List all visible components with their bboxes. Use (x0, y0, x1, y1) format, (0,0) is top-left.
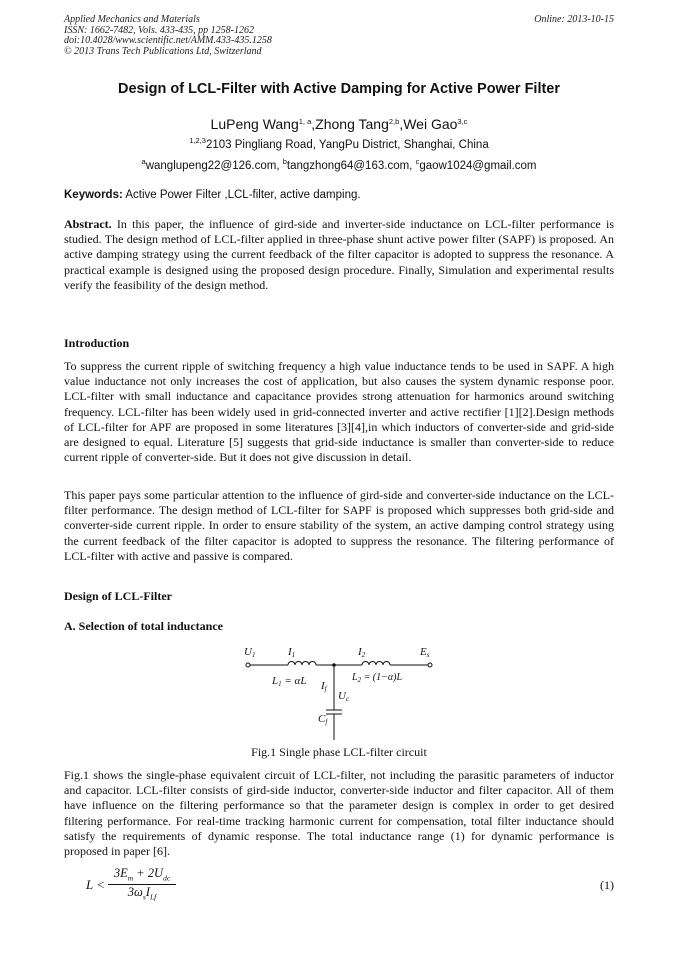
den-b-sub: Lf (149, 892, 157, 901)
email-link[interactable]: wanglupeng22@126.com (145, 160, 277, 172)
equation-denominator (108, 885, 176, 902)
keywords-label: Keywords: (64, 189, 123, 201)
equation-1 (86, 866, 616, 906)
introduction-para-1: To suppress the current ripple of switching frequency a high value inductance tends to be used in SAPF. A high value inductance not only increases the cost of application, but also causes the system dynamic response poor. LCL-filter with small inductance and capacitance provides strong attenuation for harmonics around switching frequency. LCL-filter has been widely used in grid-connected inverter and active rectifier [1][2].Design methods of LCL-filter for APF are proposed in some literatures [3][4],in which inductors of converter-side and grid-side are designed to equal. Literature [5] suggests that grid-side inductance is smaller than converter-side to reduce current ripple of converter-side. But it does not give discussion in detail. (64, 359, 614, 465)
author-sup: 2,b (388, 117, 400, 126)
label-l1-eq: = αL (281, 675, 307, 687)
input-node (246, 663, 250, 667)
equation-number: (1) (600, 878, 614, 892)
inductor-l2 (362, 662, 390, 666)
author-list: LuPeng Wang$^{1, a}$,Zhong Tang$^{2,b}$,Wei Gao$^{3,c}$ (210, 116, 468, 132)
email-sup: a (141, 157, 146, 166)
den-a-sub: s (142, 892, 146, 901)
keywords-text: Active Power Filter ,LCL-filter, active damping. (125, 189, 361, 201)
design-subheading: A. Selection of total inductance (64, 619, 223, 633)
svg-text:Uc (338, 690, 350, 703)
den-b: I (145, 884, 150, 899)
label-if: I (321, 680, 325, 692)
output-node (428, 663, 432, 667)
svg-text:Cf (318, 713, 328, 726)
copyright-line: © 2013 Trans Tech Publications Ltd, Switzerland (64, 45, 262, 57)
abstract (64, 217, 614, 293)
label-i1: I (288, 646, 292, 658)
label-l2: L (352, 672, 358, 683)
equation-fraction (108, 866, 176, 901)
svg-text:U1 (244, 646, 255, 659)
svg-text:L1 = αL (271, 675, 306, 688)
introduction-para-2: This paper pays some particular attention to the influence of gird-side and converter-side inductance on the LCL-filter performance. The design method of LCL-filter for SAPF is proposed which suppresses both grid-side and converter-side current ripple. In order to ensure stability of the system, an active damping control strategy using the current feedback of the filter capacitor is adopted to suppress the resonance. The filtering performance of LCL-filter with active and passive is compared. (64, 488, 614, 563)
abstract-text: In this paper, the influence of gird-side and inverter-side inductance on LCL-filter performance is studied. The design method of LCL-filter applied in three-phase shunt active power filter (SAPF) is proposed. An active damping strategy using the current feedback of the filter capacitor is adopted to suppress the resonance. A practical example is designed using the proposed design procedure. Finally, Simulation and experimental results verify the feasibility of the design method. (64, 217, 615, 292)
den-a: 3ω (127, 884, 143, 899)
label-uc: U (338, 690, 346, 702)
label-i1-sub: 1 (291, 651, 296, 659)
label-i2: I (358, 646, 362, 658)
paper-title: Design of LCL-Filter with Active Damping for Active Power Filter (117, 81, 561, 97)
email-sup: c (415, 157, 420, 166)
introduction-heading: Introduction (64, 336, 130, 350)
label-u1-sub: 1 (251, 651, 256, 659)
keywords (64, 189, 361, 201)
journal-name: Applied Mechanics and Materials (64, 14, 200, 25)
label-u1: U (244, 646, 252, 658)
doi-line: doi:10.4028/www.scientific.net/AMM.433-435.1258 (64, 35, 272, 46)
num-a-sub: m (127, 873, 134, 883)
design-para: Fig.1 shows the single-phase equivalent circuit of LCL-filter, not including the parasitic parameters of inductor and capacitor. LCL-filter consists of gird-side inductor, converter-side inductor and filter capacitor. All of them have influence on the filtering performance so that the parameter design is complex in order to get desired filtering performance. For real-time tracking harmonic current for compensation, total filter inductance should satisfy the requirements of dynamic response. The total inductance range (1) for dynamic performance is proposed in paper [6]. (64, 768, 614, 859)
label-l1: L (272, 675, 279, 687)
author-name: LuPeng Wang (210, 116, 299, 132)
lcl-circuit-diagram (230, 640, 450, 740)
email-sup: b (282, 157, 287, 166)
issn-line: ISSN: 1662-7482, Vols. 433-435, pp 1258-1262 (64, 24, 254, 36)
figure-caption: Fig.1 Single phase LCL-filter circuit (251, 745, 427, 759)
label-cf-sub: f (325, 718, 328, 726)
label-es-sub: s (426, 651, 430, 659)
affiliation (0, 136, 678, 151)
author-name: Zhong Tang (315, 116, 389, 132)
author-sup: 3,c (457, 117, 468, 126)
label-es: E (420, 646, 427, 658)
label-uc-sub: c (345, 695, 350, 703)
num-b-sub: dc (163, 873, 171, 883)
equation-lhs: L < (86, 877, 106, 892)
label-l2-sub: 2 (357, 676, 362, 684)
affiliation-sup: 1,2,3 (189, 136, 206, 145)
label-l2-eq: = (1−α)L (361, 672, 403, 683)
inductor-l1 (288, 662, 316, 666)
label-l1-sub: 1 (278, 680, 282, 688)
svg-text:I1 (287, 646, 295, 659)
abstract-label: Abstract. (64, 217, 112, 231)
affiliation-text: 2103 Pingliang Road, YangPu District, Shanghai, China (205, 139, 489, 151)
journal-header (64, 15, 272, 57)
equation-numerator (108, 866, 176, 885)
svg-text:Es (419, 646, 430, 659)
svg-text:If (320, 680, 328, 693)
junction-dot (332, 663, 336, 667)
author-sup: 1, a (298, 117, 312, 126)
num-plus: + 2U (133, 866, 164, 880)
author-name: Wei Gao (403, 116, 458, 132)
email-list: $^a$wanglupeng22@126.com, $^b$tangzhong64@163.com, $^c$gaow1024@gmail.com (141, 157, 537, 172)
svg-text:I2 (357, 646, 366, 659)
email-link[interactable]: gaow1024@gmail.com (419, 160, 537, 172)
num-a: 3E (113, 866, 128, 880)
label-i2-sub: 2 (361, 651, 366, 659)
svg-text:L2 = (1−α)L (351, 672, 402, 684)
design-heading: Design of LCL-Filter (64, 589, 172, 603)
email-link[interactable]: tangzhong64@163.com (286, 160, 410, 172)
label-if-sub: f (324, 685, 327, 693)
online-date: Online: 2013-10-15 (534, 14, 614, 25)
label-cf: C (318, 713, 326, 725)
